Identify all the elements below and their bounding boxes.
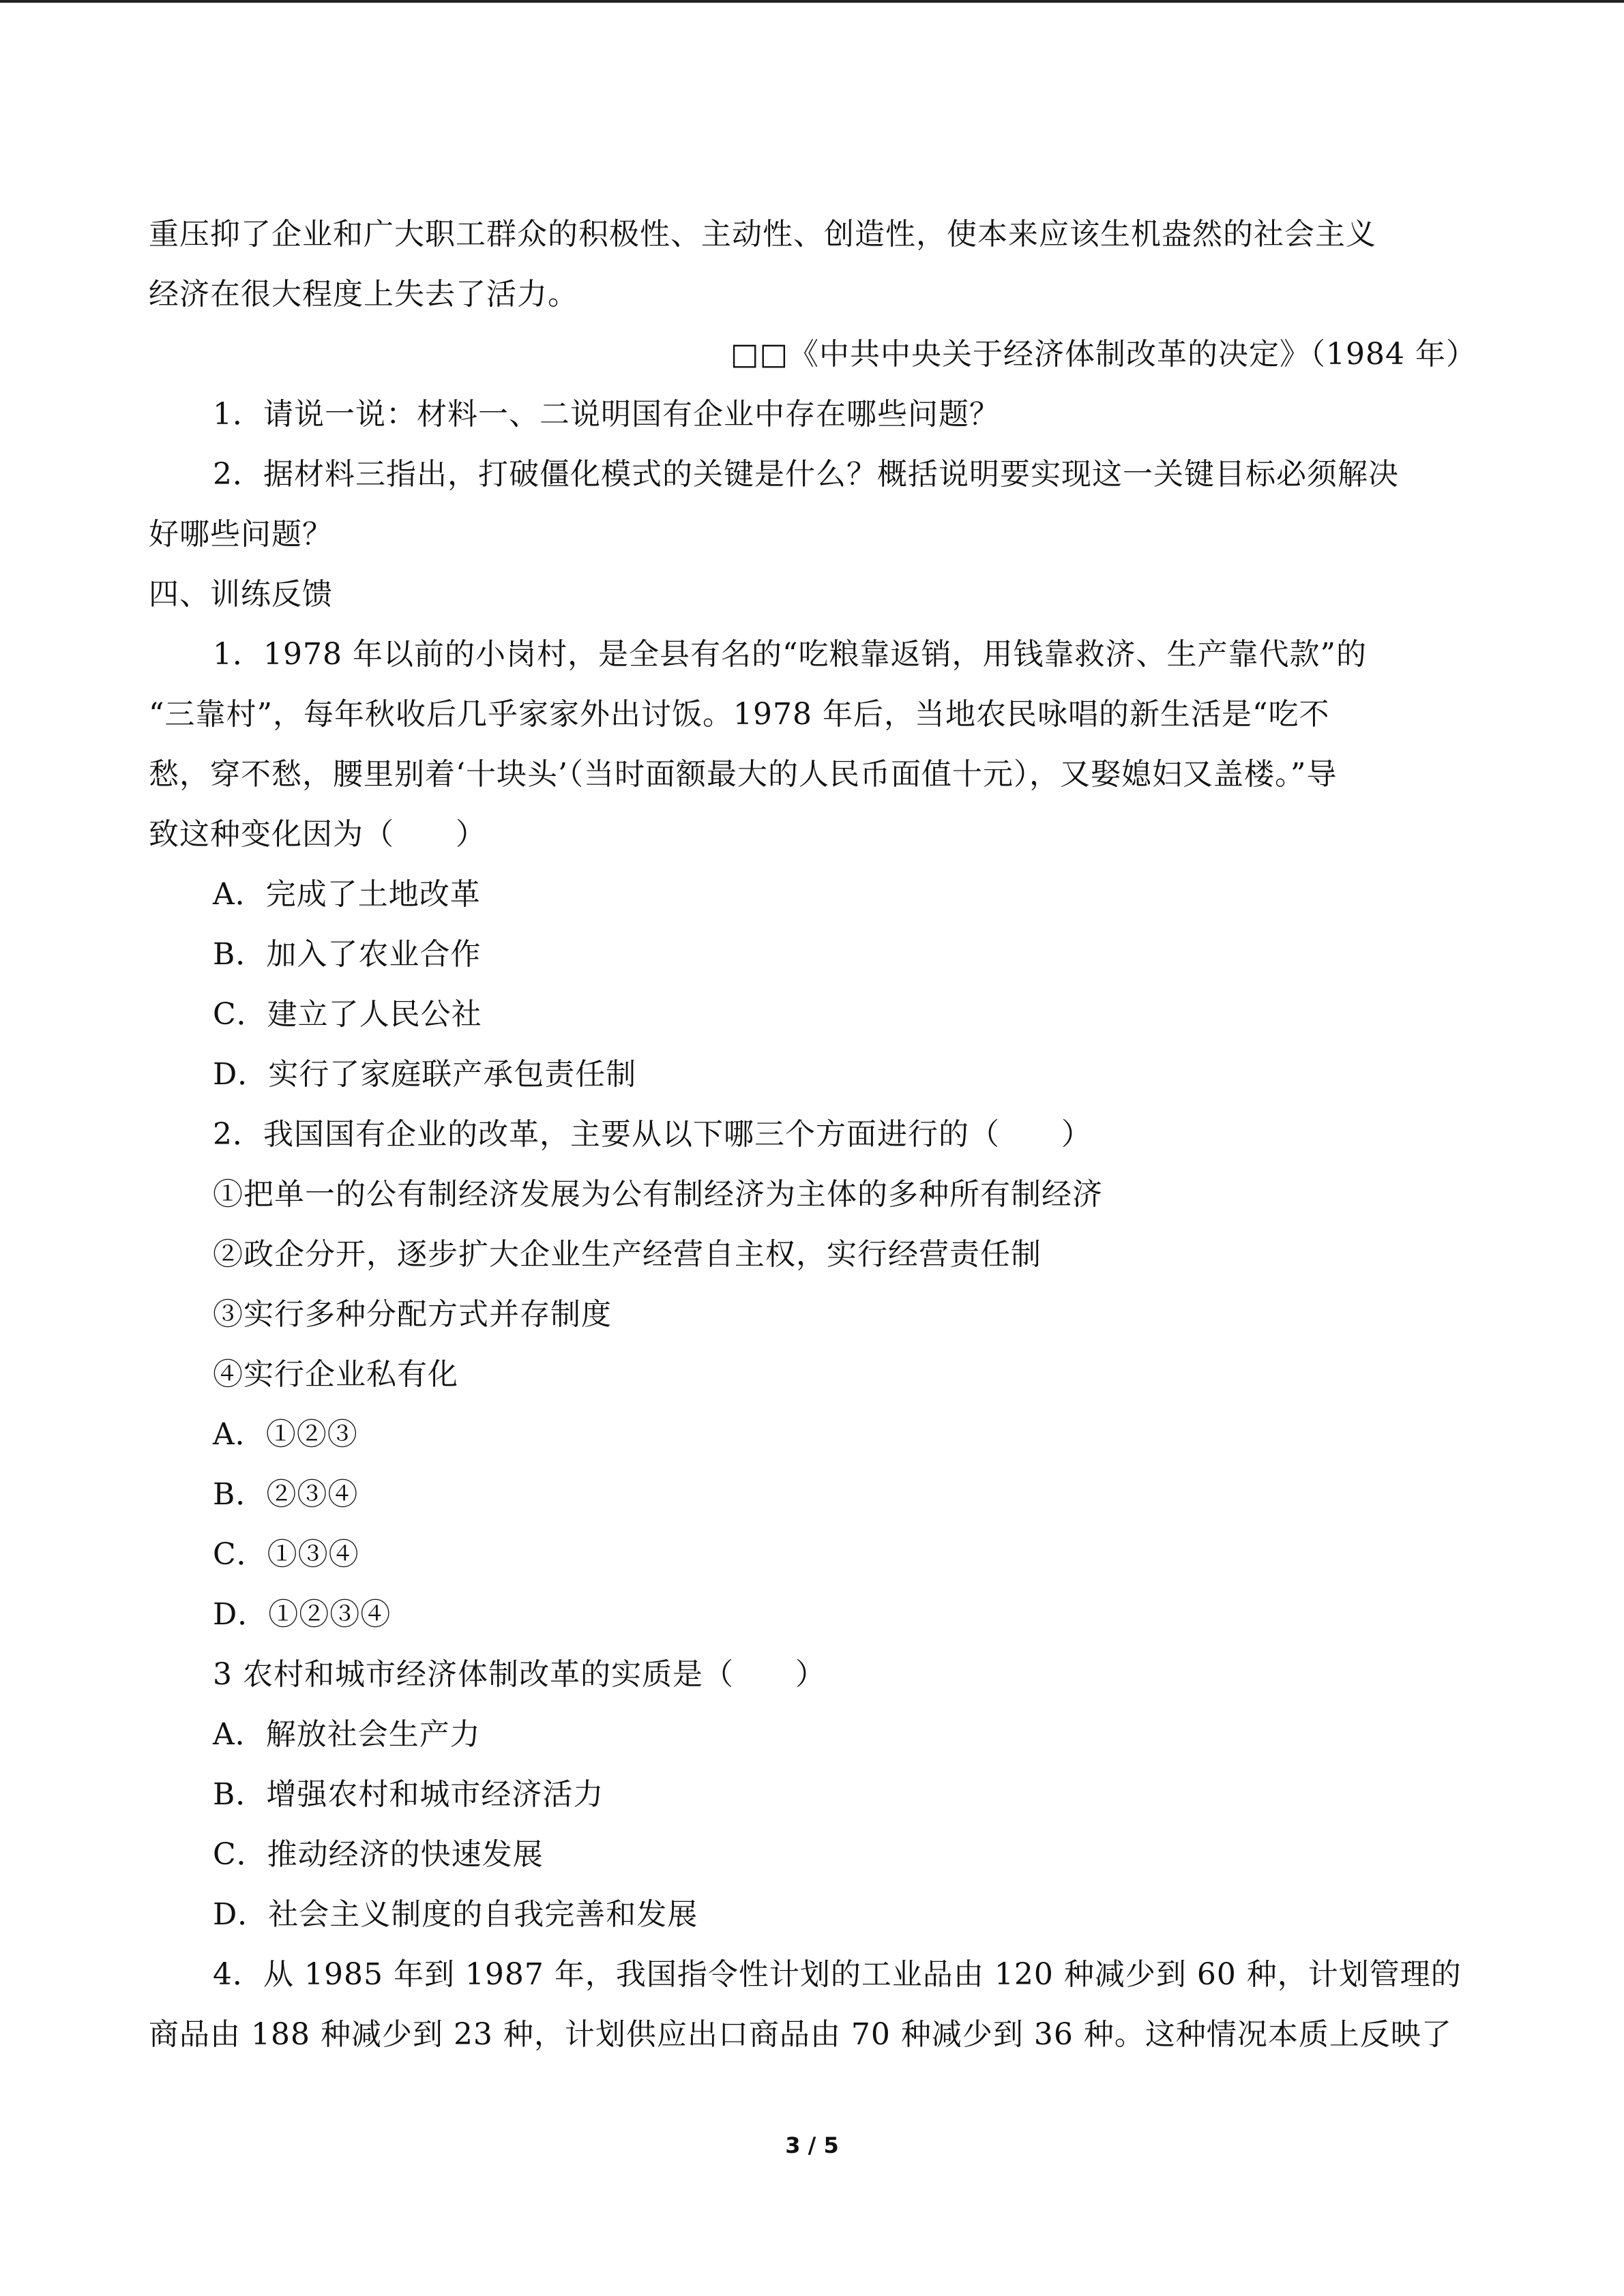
statement-item: ②政企分开，逐步扩大企业生产经营自主权，实行经营责任制 [213,1237,1042,1272]
answer-option: C．推动经济的快速发展 [213,1837,544,1872]
document-body [149,205,1477,2065]
answer-option: C．建立了人民公社 [213,997,482,1032]
answer-option: A．解放社会生产力 [213,1717,481,1752]
question-stem: 愁，穿不愁，腰里别着‘十块头’（当时面额最大的人民币面值十元），又娶媳妇又盖楼。”导 [149,757,1338,792]
answer-option: A．①②③ [213,1417,358,1452]
answer-option: B．加入了农业合作 [213,937,482,972]
page-top-border [0,0,1624,3]
statement-item: ④实行企业私有化 [213,1357,458,1392]
answer-option: B．②③④ [213,1477,359,1512]
answer-option: D．社会主义制度的自我完善和发展 [213,1897,698,1932]
question-stem: 致这种变化因为（ ） [149,817,486,852]
answer-option: D．①②③④ [213,1597,392,1632]
text-line: 经济在很大程度上失去了活力。 [149,277,578,312]
question-stem: 商品由 188 种减少到 23 种，计划供应出口商品由 70 种减少到 36 种。这种情况本质上反映了 [149,2017,1452,2052]
source-citation: □□《中共中央关于经济体制改革的决定》（1984 年） [730,337,1477,372]
question-stem: 2．我国国有企业的改革，主要从以下哪三个方面进行的（ ） [213,1117,1092,1152]
question-line: 1．请说一说：材料一、二说明国有企业中存在哪些问题？ [213,397,1000,432]
question-stem: “三靠村”，每年秋收后几乎家家外出讨饭。1978 年后，当地农民咏唱的新生活是“吃不 [149,697,1330,732]
question-line: 好哪些问题？ [149,517,333,552]
question-stem: 4．从 1985 年到 1987 年，我国指令性计划的工业品由 120 种减少到 60 种，计划管理的 [213,1957,1462,1992]
statement-item: ①把单一的公有制经济发展为公有制经济为主体的多种所有制经济 [213,1177,1103,1212]
question-line: 2．据材料三指出，打破僵化模式的关键是什么？概括说明要实现这一关键目标必须解决 [213,457,1399,492]
text-line: 重压抑了企业和广大职工群众的积极性、主动性、创造性，使本来应该生机盎然的社会主义 [149,217,1376,252]
answer-option: C．①③④ [213,1537,359,1572]
answer-option: A．完成了土地改革 [213,877,481,912]
answer-option: B．增强农村和城市经济活力 [213,1777,604,1812]
page-number: 3 / 5 [785,2132,839,2158]
question-stem: 3 农村和城市经济体制改革的实质是（ ） [213,1657,826,1692]
statement-item: ③实行多种分配方式并存制度 [213,1297,612,1332]
section-heading: 四、训练反馈 [149,577,333,612]
question-stem: 1．1978 年以前的小岗村，是全县有名的“吃粮靠返销，用钱靠救济、生产靠代款”的 [213,637,1367,672]
answer-option: D．实行了家庭联产承包责任制 [213,1057,637,1092]
